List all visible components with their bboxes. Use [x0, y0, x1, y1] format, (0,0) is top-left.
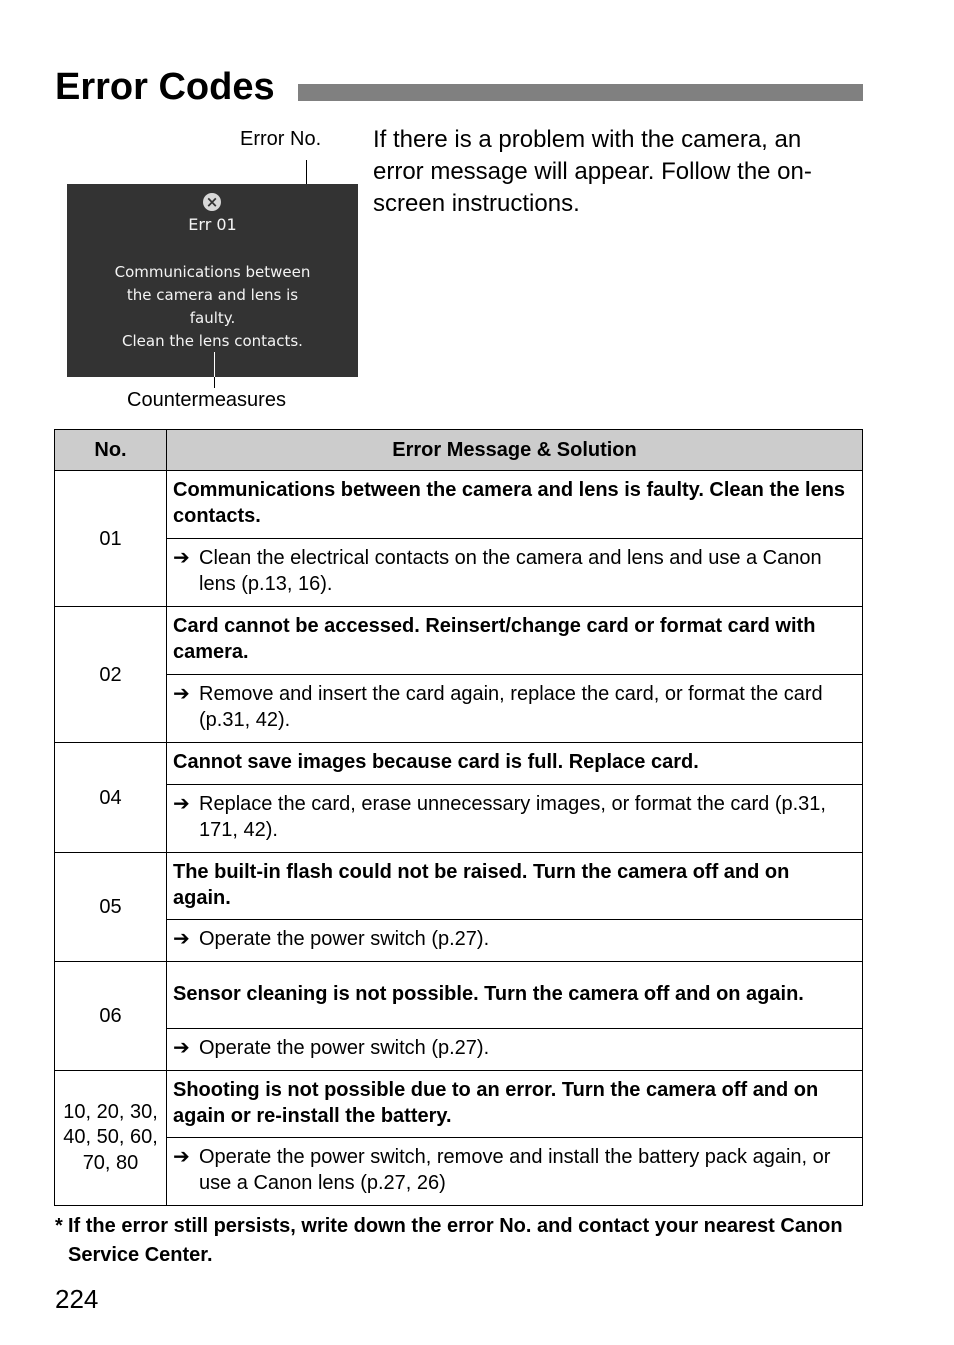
error-solution — [167, 539, 863, 607]
table-row — [55, 1071, 863, 1138]
table-row — [55, 743, 863, 785]
error-message: Cannot save images because card is full. Replace card. — [167, 743, 863, 785]
table-row — [55, 471, 863, 539]
page-title: Error Codes — [55, 66, 275, 108]
table-row — [55, 853, 863, 920]
table-row — [55, 785, 863, 853]
error-solution — [167, 785, 863, 853]
solution-text: Operate the power switch, remove and install the battery pack again, or use a Canon lens (p.27, 26) — [199, 1146, 831, 1194]
arrow-right-icon: ➔ — [173, 1146, 190, 1168]
table-header-row — [55, 430, 863, 471]
error-number: 04 — [55, 743, 167, 853]
table-row — [55, 539, 863, 607]
title-rule — [298, 84, 863, 101]
intro-text: If there is a problem with the camera, an error message will appear. Follow the on-screen instructions. — [373, 126, 812, 217]
solution-text: Replace the card, erase unnecessary images, or format the card (p.31, 171, 42). — [199, 793, 826, 841]
error-solution — [167, 675, 863, 743]
error-message: Sensor cleaning is not possible. Turn the camera off and on again. — [167, 962, 863, 1029]
error-solution — [167, 1029, 863, 1071]
arrow-right-icon: ➔ — [173, 928, 190, 950]
error-number: 05 — [55, 853, 167, 962]
countermeasures-leader-outside — [214, 377, 215, 388]
close-circle-icon: × — [203, 193, 221, 211]
error-number: 10, 20, 30, 40, 50, 60, 70, 80 — [55, 1071, 167, 1206]
arrow-right-icon: ➔ — [173, 683, 190, 705]
table-row — [55, 962, 863, 1029]
camera-error-screen — [67, 184, 358, 377]
countermeasures-callout-label: Countermeasures — [127, 389, 286, 411]
error-codes-table — [54, 429, 863, 1206]
footnote-text: If the error still persists, write down the error No. and contact your nearest Canon Service Center. — [68, 1215, 843, 1266]
solution-text: Remove and insert the card again, replace the card, or format the card (p.31, 42). — [199, 683, 823, 731]
error-number: 02 — [55, 607, 167, 743]
error-no-callout-label: Error No. — [240, 128, 322, 150]
error-message: Card cannot be accessed. Reinsert/change card or format card with camera. — [167, 607, 863, 675]
error-message: Communications between the camera and lens is faulty. Clean the lens contacts. — [167, 471, 863, 539]
solution-text: Operate the power switch (p.27). — [199, 1037, 490, 1059]
table-row — [55, 1138, 863, 1206]
error-solution — [167, 1138, 863, 1206]
error-solution — [167, 920, 863, 962]
table-row — [55, 607, 863, 675]
footnote-asterisk: * — [55, 1215, 63, 1237]
solution-text: Operate the power switch (p.27). — [199, 928, 490, 950]
header-no: No. — [55, 430, 167, 471]
screen-error-code: Err 01 — [188, 215, 237, 234]
solution-text: Clean the electrical contacts on the camera and lens and use a Canon lens (p.13, 16). — [199, 547, 822, 595]
error-message: Shooting is not possible due to an error. Turn the camera off and on again or re-install the battery. — [167, 1071, 863, 1138]
arrow-right-icon: ➔ — [173, 547, 190, 569]
screen-error-message: Communications between the camera and lens is faulty. Clean the lens contacts. — [114, 263, 311, 350]
arrow-right-icon: ➔ — [173, 793, 190, 815]
footnote — [55, 1212, 875, 1270]
error-message: The built-in flash could not be raised. Turn the camera off and on again. — [167, 853, 863, 920]
table-row — [55, 920, 863, 962]
arrow-right-icon: ➔ — [173, 1037, 190, 1059]
error-number: 01 — [55, 471, 167, 607]
error-number: 06 — [55, 962, 167, 1071]
table-row — [55, 1029, 863, 1071]
header-message: Error Message & Solution — [167, 430, 863, 471]
page-number: 224 — [55, 1284, 99, 1314]
table-row — [55, 675, 863, 743]
